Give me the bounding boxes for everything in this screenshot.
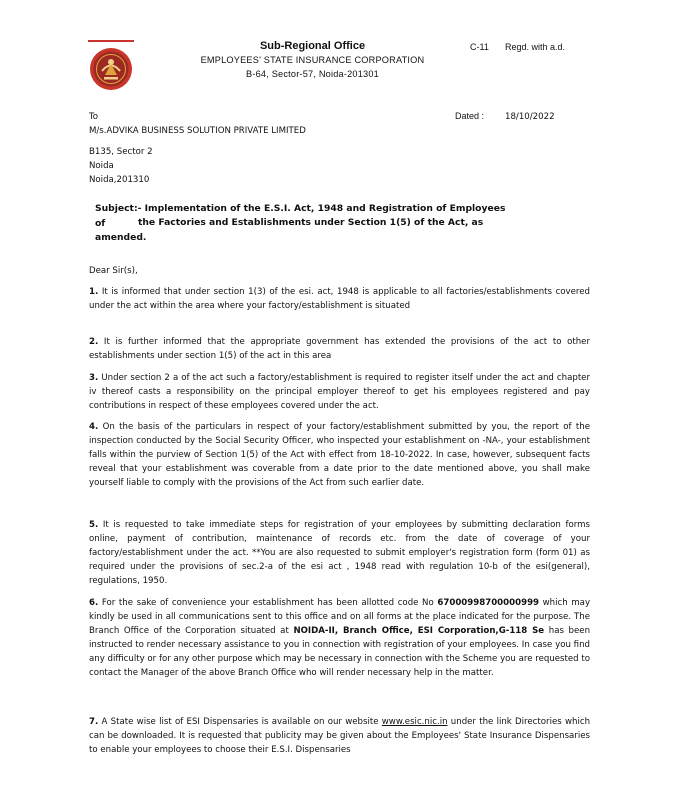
paragraph-number: 2. [89, 337, 99, 347]
corporation-name: EMPLOYEES' STATE INSURANCE CORPORATION [200, 55, 425, 65]
paragraph-6 [89, 596, 590, 681]
form-code: C-11 [470, 42, 489, 52]
paragraph-text: For the sake of convenience your establishment has been allotted code No [101, 598, 434, 608]
paragraph-number: 6. [89, 598, 99, 608]
paragraph-number: 7. [89, 717, 99, 727]
paragraph-number: 3. [89, 373, 99, 383]
employer-code: 67000998700000999 [437, 598, 540, 608]
paragraph-number: 4. [89, 422, 99, 432]
paragraph-number: 5. [89, 520, 99, 530]
office-title: Sub-Regional Office [259, 40, 366, 52]
subject-line: the Factories and Establishments under Section 1(5) of the Act, as [138, 217, 484, 228]
paragraph-4 [89, 420, 590, 490]
regd-note: Regd. with a.d. [505, 42, 566, 52]
branch-office-name: NOIDA-II, Branch Office, ESI Corporation,G-118 Se [293, 626, 545, 637]
paragraph-text: which may kindly be used in all communications sent to this office and on all forms at the place indicated for the purpose. The Branch Office of the Corporation situated at [89, 598, 591, 637]
paragraph-text: A State wise list of ESI Dispensaries is available on our website [101, 717, 379, 727]
paragraph-text: It is further informed that the appropriate government has extended the provisions of the act to other establishments under section 1(5) of the act in this area [89, 337, 590, 362]
paragraph-7 [89, 715, 590, 757]
address-line: B135, Sector 2 [89, 147, 153, 157]
paragraph-text: under the link Directories which can be downloaded. It is requested that publicity may be given about the Employees' State Insurance Dispensaries to enable your employees to choose their E.S.I. Dispensaries [89, 717, 591, 756]
to-label: To [89, 112, 99, 122]
esic-website-link[interactable]: www.esic.nic.in [381, 717, 448, 727]
recipient-name: M/s.ADVIKA BUSINESS SOLUTION PRIVATE LIMITED [89, 126, 306, 136]
paragraph-text: Under section 2 a of the act such a factory/establishment is required to register itself under the act and chapter iv thereof casts a responsibility on the principal employer thereof to get his employees registered and pay contributions in respect of these employees covered under the act. [89, 373, 591, 412]
paragraph-5 [89, 518, 590, 588]
paragraph-2 [89, 335, 590, 363]
paragraph-number: 1. [89, 287, 99, 297]
address-line: Noida [89, 161, 114, 171]
salutation: Dear Sir(s), [89, 266, 138, 276]
paragraph-text: It is requested to take immediate steps for registration of your employees by submitting declaration forms online, payment of contribution, maintenance of records etc. from the date of coverage of your factory/establishment under the act. **You are also requested to submit employer's registration form (form 01) as required under the provisions of sec.2-a of the esi act , 1948 read with regulation 10-b of the esi(general), regulations, 1950. [89, 520, 590, 587]
letter-date: 18/10/2022 [505, 112, 555, 122]
office-address: B-64, Sector-57, Noida-201301 [246, 69, 379, 79]
paragraph-text: On the basis of the particulars in respect of your factory/establishment submitted by you, the report of the inspection conducted by the Social Security Officer, who inspected your establishment on -NA-, your establishment falls within the purview of Section 1(5) of the Act with effect from 18-10-2022. In case, however, subsequent facts reveal that your establishment was coverable from a date prior to the date mentioned above, you shall make yourself liable to comply with the provisions of the Act from such earlier date. [89, 422, 590, 489]
paragraph-3 [89, 371, 590, 413]
paragraph-text: It is informed that under section 1(3) of the esi. act, 1948 is applicable to all factories/establishments covered under the act within the area where your factory/establishment is situated [89, 287, 591, 312]
address-line: Noida,201310 [89, 175, 150, 185]
dated-label: Dated : [455, 111, 485, 121]
paragraph-text: has been instructed to render necessary assistance to you in connection with registration of your employees. In case you find any difficulty or for any other purpose which may be necessary in connection with the Scheme you are requested to contact the Manager of the above Branch Office who will render necessary help in the matter. [89, 626, 591, 679]
subject-line: Subject:- Implementation of the E.S.I. Act, 1948 and Registration of Employees of [95, 203, 506, 229]
paragraph-1 [89, 285, 590, 313]
subject-line: amended. [95, 232, 147, 243]
